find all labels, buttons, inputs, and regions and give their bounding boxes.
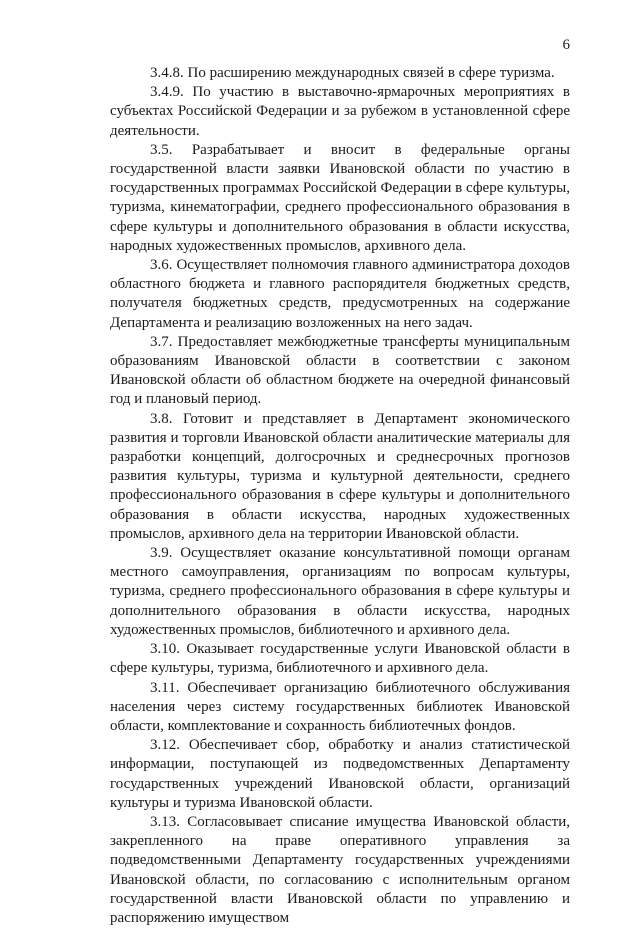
paragraph-3-7: 3.7. Предоставляет межбюджетные трансферты муниципальным образованиям Ивановской области в соответствии с законом Ивановской области об областном бюджете на очередной финансовый год и плановый период. — [110, 333, 570, 408]
paragraph-3-12: 3.12. Обеспечивает сбор, обработку и анализ статистической информации, поступающей из подведомственных Департаменту государственных учреждений Ивановской области, организаций культуры и туризма Ивановской области. — [110, 737, 570, 811]
document-body — [110, 64, 570, 928]
paragraph-3-11: 3.11. Обеспечивает организацию библиотечного обслуживания населения через систему государственных библиотек Ивановской области, комплектование и сохранность библиотечных фондов. — [110, 679, 570, 734]
paragraph-3-4-8: 3.4.8. По расширению международных связей в сфере туризма. — [150, 65, 555, 81]
paragraph-3-9: 3.9. Осуществляет оказание консультативной помощи органам местного самоуправления, организациям по вопросам культуры, туризма, среднего профессионального образования в сфере культуры и дополнительного образования в области искусства, народных художественных промыслов, библиотечного и архивного дела. — [110, 545, 570, 638]
paragraph-3-4-9: 3.4.9. По участию в выставочно-ярмарочных мероприятиях в субъектах Российской Федерации и за рубежом в установленной сфере деятельности. — [110, 84, 570, 139]
paragraph-3-13: 3.13. Согласовывает списание имущества Ивановской области, закрепленного на праве оперативного управления за подведомственными Департаменту государственных учреждениями Ивановской области, по согласованию с исполнительным органом государственной власти Ивановской области по управлению и распоряжению имуществом — [110, 813, 570, 926]
paragraph-3-8: 3.8. Готовит и представляет в Департамент экономического развития и торговли Ивановской области аналитические материалы для разработки концепций, долгосрочных и среднесрочных прогнозов развития культуры, туризма и культурной деятельности, среднего профессионального образования в сфере культуры и дополнительного образования в области искусства, народных художественных промыслов, архивного дела на территории Ивановской области. — [110, 410, 570, 542]
paragraph-3-10: 3.10. Оказывает государственные услуги Ивановской области в сфере культуры, туризма, библиотечного и архивного дела. — [110, 641, 570, 677]
page-number: 6 — [562, 37, 570, 53]
paragraph-3-6: 3.6. Осуществляет полномочия главного администратора доходов областного бюджета и главного распорядителя бюджетных средств, получателя бюджетных средств, предусмотренных на содержание Департамента и реализацию возложенных на него задач. — [110, 257, 570, 331]
paragraph-3-5: 3.5. Разрабатывает и вносит в федеральные органы государственной власти заявки Ивановской области по участию в государственных программах Российской Федерации в сфере культуры, туризма, кинематографии, среднего профессионального образования в сфере культуры и дополнительного образования в области искусства, народных художественных промыслов, архивного дела. — [110, 141, 570, 254]
